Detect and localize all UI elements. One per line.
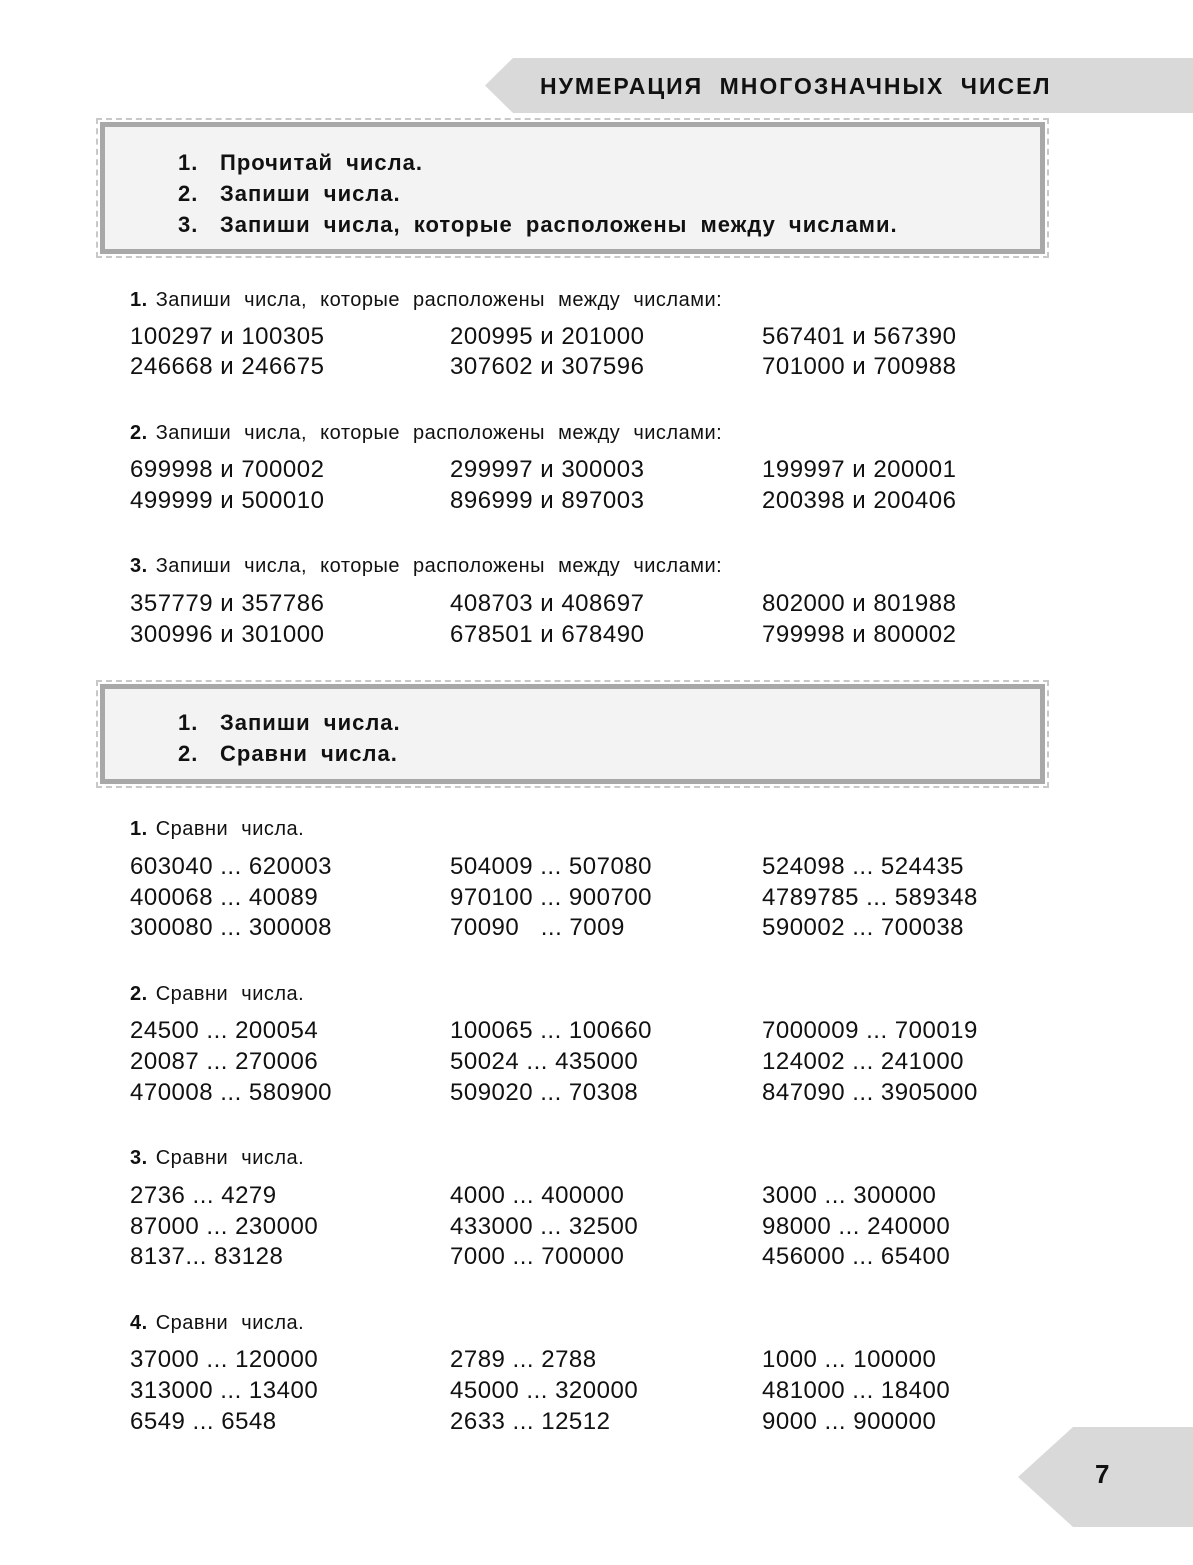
comparison-pair: 7000009 ... 700019 xyxy=(762,1017,978,1044)
number-pair: 200995 и 201000 xyxy=(450,323,645,350)
number-pair: 200398 и 200406 xyxy=(762,487,957,514)
page-number: 7 xyxy=(1095,1459,1110,1489)
number-pair: 100297 и 100305 xyxy=(130,323,325,350)
number-pair: 567401 и 567390 xyxy=(762,323,957,350)
comparison-pair: 7000 ... 700000 xyxy=(450,1243,625,1270)
exercise-title: 1. Сравни числа. xyxy=(130,818,305,840)
comparison-pair: 45000 ... 320000 xyxy=(450,1377,639,1404)
comparison-pair: 300080 ... 300008 xyxy=(130,914,333,941)
comparison-pair: 3000 ... 300000 xyxy=(762,1182,937,1209)
comparison-pair: 87000 ... 230000 xyxy=(130,1213,319,1240)
number-pair: 300996 и 301000 xyxy=(130,621,325,648)
comparison-pair: 37000 ... 120000 xyxy=(130,1346,319,1373)
comparison-pair: 2789 ... 2788 xyxy=(450,1346,597,1373)
instruction-item: 2. Запиши числа. xyxy=(178,181,401,206)
exercise-title: 4. Сравни числа. xyxy=(130,1312,305,1334)
number-pair: 896999 и 897003 xyxy=(450,487,645,514)
number-pair: 678501 и 678490 xyxy=(450,621,645,648)
instruction-box-1 xyxy=(100,122,1045,254)
comparison-pair: 4789785 ... 589348 xyxy=(762,884,978,911)
comparison-pair: 24500 ... 200054 xyxy=(130,1017,319,1044)
number-pair: 699998 и 700002 xyxy=(130,456,325,483)
comparison-pair: 313000 ... 13400 xyxy=(130,1377,319,1404)
comparison-pair: 70090 ... 7009 xyxy=(450,914,625,941)
comparison-pair: 20087 ... 270006 xyxy=(130,1048,319,1075)
instruction-item: 3. Запиши числа, которые расположены между числами. xyxy=(178,212,898,237)
instruction-item: 2. Сравни числа. xyxy=(178,741,398,766)
number-pair: 199997 и 200001 xyxy=(762,456,957,483)
comparison-pair: 504009 ... 507080 xyxy=(450,853,653,880)
instruction-item: 1. Прочитай числа. xyxy=(178,150,423,175)
comparison-pair: 8137... 83128 xyxy=(130,1243,284,1270)
number-pair: 499999 и 500010 xyxy=(130,487,325,514)
number-pair: 307602 и 307596 xyxy=(450,353,645,380)
number-pair: 299997 и 300003 xyxy=(450,456,645,483)
number-pair: 246668 и 246675 xyxy=(130,353,325,380)
comparison-pair: 2736 ... 4279 xyxy=(130,1182,277,1209)
comparison-pair: 100065 ... 100660 xyxy=(450,1017,653,1044)
page-title: НУМЕРАЦИЯ МНОГОЗНАЧНЫХ ЧИСЕЛ xyxy=(540,73,1052,99)
comparison-pair: 509020 ... 70308 xyxy=(450,1079,639,1106)
comparison-pair: 970100 ... 900700 xyxy=(450,884,653,911)
comparison-pair: 1000 ... 100000 xyxy=(762,1346,937,1373)
comparison-pair: 847090 ... 3905000 xyxy=(762,1079,978,1106)
comparison-pair: 2633 ... 12512 xyxy=(450,1408,611,1435)
number-pair: 408703 и 408697 xyxy=(450,590,645,617)
exercise-title: 3. Сравни числа. xyxy=(130,1147,305,1169)
comparison-pair: 470008 ... 580900 xyxy=(130,1079,333,1106)
instruction-box-2 xyxy=(100,684,1045,784)
instruction-list-2 xyxy=(178,707,401,769)
number-pair: 799998 и 800002 xyxy=(762,621,957,648)
comparison-pair: 481000 ... 18400 xyxy=(762,1377,951,1404)
comparison-pair: 524098 ... 524435 xyxy=(762,853,965,880)
number-pair: 701000 и 700988 xyxy=(762,353,957,380)
exercise-title: 3. Запиши числа, которые расположены между числами: xyxy=(130,555,723,577)
comparison-pair: 590002 ... 700038 xyxy=(762,914,965,941)
comparison-pair: 9000 ... 900000 xyxy=(762,1408,937,1435)
number-pair: 802000 и 801988 xyxy=(762,590,957,617)
comparison-pair: 456000 ... 65400 xyxy=(762,1243,951,1270)
exercise-title: 1. Запиши числа, которые расположены между числами: xyxy=(130,289,723,311)
comparison-pair: 98000 ... 240000 xyxy=(762,1213,951,1240)
instruction-item: 1. Запиши числа. xyxy=(178,710,401,735)
number-pair: 357779 и 357786 xyxy=(130,590,325,617)
exercise-title: 2. Запиши числа, которые расположены между числами: xyxy=(130,422,723,444)
comparison-pair: 124002 ... 241000 xyxy=(762,1048,965,1075)
comparison-pair: 6549 ... 6548 xyxy=(130,1408,277,1435)
exercise-title: 2. Сравни числа. xyxy=(130,983,305,1005)
comparison-pair: 50024 ... 435000 xyxy=(450,1048,639,1075)
instruction-list-1 xyxy=(178,147,898,240)
comparison-pair: 603040 ... 620003 xyxy=(130,853,333,880)
comparison-pair: 433000 ... 32500 xyxy=(450,1213,639,1240)
comparison-pair: 400068 ... 40089 xyxy=(130,884,319,911)
comparison-pair: 4000 ... 400000 xyxy=(450,1182,625,1209)
